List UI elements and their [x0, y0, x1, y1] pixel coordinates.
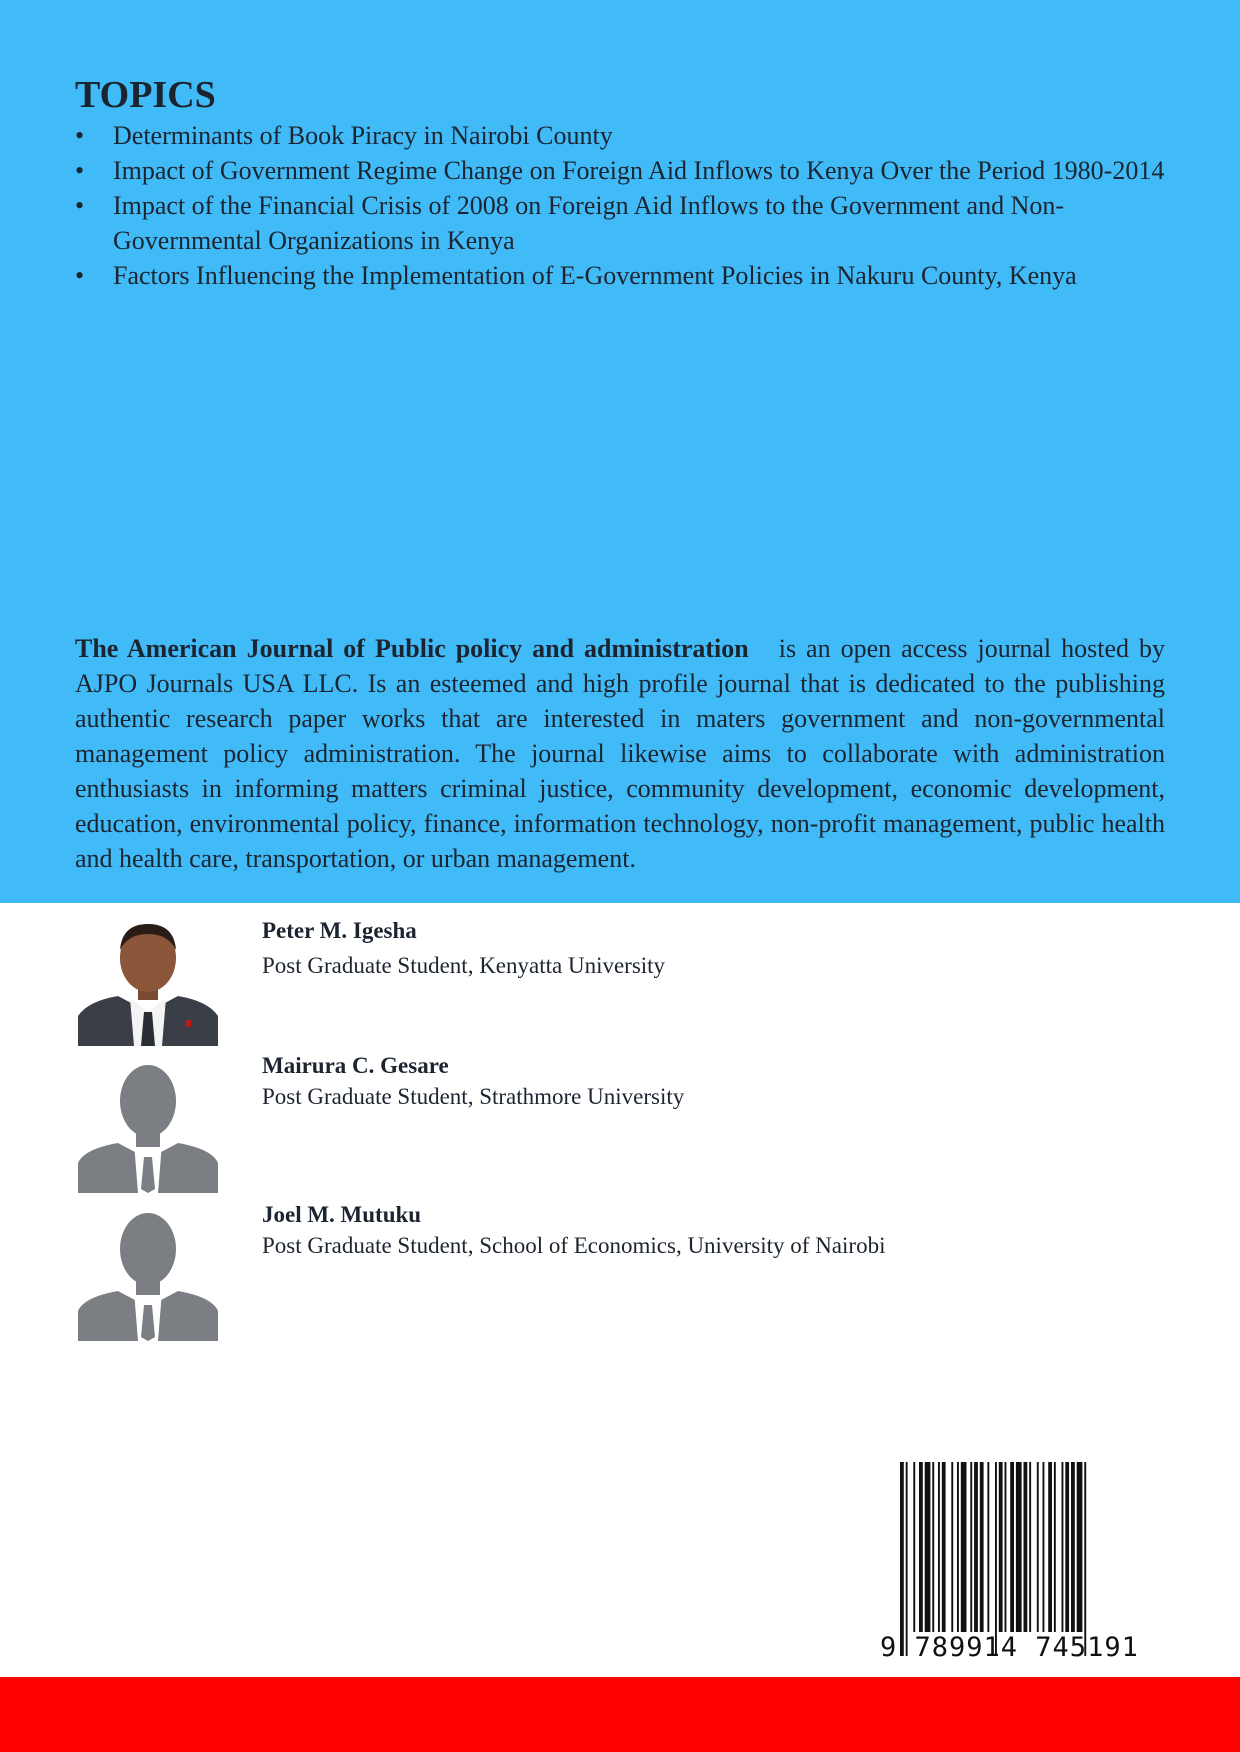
barcode-bar — [1077, 1462, 1083, 1632]
barcode-bar — [980, 1462, 984, 1632]
topic-item — [75, 188, 1170, 258]
barcode-digits: 9 789914 745191 — [880, 1632, 1139, 1663]
barcode-bar — [900, 1462, 904, 1656]
barcode-bar — [1062, 1462, 1064, 1632]
description-text: is an open access journal hosted by AJPO Journals USA LLC. Is an esteemed and high profile journal that is dedicated to the publishing authentic research paper works that are interested in maters government and non-governmental management policy administration. The journal likewise aims to collaborate with administration enthusiasts in informing matters criminal justice, community development, economic development, education, environmental policy, finance, information technology, non-profit management, public health and health care, transportation, or urban management. — [75, 634, 1165, 873]
barcode-bar — [1084, 1462, 1086, 1656]
barcode-bar — [1016, 1462, 1022, 1632]
topics-title: TOPICS — [75, 74, 216, 116]
barcode-bar — [999, 1462, 1003, 1632]
barcode-bar — [951, 1462, 953, 1632]
barcode-bar — [925, 1462, 931, 1632]
journal-name: The American Journal of Public policy and administration — [75, 634, 749, 663]
person-silhouette-icon — [78, 1063, 218, 1193]
barcode-bar — [942, 1462, 946, 1632]
barcode-bar — [1048, 1462, 1052, 1632]
barcode-bar — [995, 1462, 997, 1656]
topics-list — [75, 118, 1170, 293]
barcode-bar — [1065, 1462, 1069, 1632]
barcode-bar — [1029, 1462, 1031, 1632]
barcode-bar — [957, 1462, 959, 1632]
barcode-bar — [1043, 1462, 1045, 1632]
barcode-bar — [1005, 1462, 1007, 1632]
barcode-bar — [1037, 1462, 1039, 1632]
barcode-bar — [1024, 1462, 1028, 1632]
topic-text: Impact of the Financial Crisis of 2008 on Foreign Aid Inflows to the Government and Non-Governmental Organizations in Kenya — [113, 191, 1065, 255]
author-name: Mairura C. Gesare — [262, 1053, 449, 1078]
topic-text: Impact of Government Regime Change on Foreign Aid Inflows to Kenya Over the Period 1980-2014 — [113, 156, 1165, 185]
barcode-icon — [880, 1430, 1145, 1662]
bullet-icon: • — [75, 261, 85, 290]
barcode-bar — [1071, 1462, 1075, 1632]
barcode-bar — [932, 1462, 934, 1632]
topic-item — [75, 258, 1170, 293]
author-affiliation: Post Graduate Student, Strathmore University — [262, 1084, 685, 1109]
barcode-bar — [906, 1462, 908, 1656]
author-name: Peter M. Igesha — [262, 918, 417, 943]
topic-text: Determinants of Book Piracy in Nairobi County — [113, 121, 613, 150]
bullet-icon: • — [75, 156, 85, 185]
topic-item — [75, 153, 1170, 188]
barcode-bar — [974, 1462, 978, 1632]
footer-strip — [0, 1677, 1240, 1752]
barcode-bar — [913, 1462, 915, 1632]
barcode-bar — [970, 1462, 972, 1632]
author-affiliation: Post Graduate Student, School of Economics, University of Nairobi — [262, 1233, 886, 1258]
topic-text: Factors Influencing the Implementation of E-Government Policies in Nakuru County, Kenya — [113, 261, 1077, 290]
portrait-photo — [78, 916, 218, 1046]
topic-item — [75, 118, 1170, 153]
author-affiliation: Post Graduate Student, Kenyatta University — [262, 953, 666, 978]
author-photo — [78, 1063, 218, 1193]
bullet-icon: • — [75, 121, 85, 150]
bullet-icon: • — [75, 191, 85, 220]
barcode-bar — [919, 1462, 923, 1632]
barcode-bar — [1054, 1462, 1056, 1632]
author-photo — [78, 1211, 218, 1341]
journal-description — [75, 631, 1165, 876]
author-name: Joel M. Mutuku — [262, 1202, 422, 1227]
barcode-bar — [1010, 1462, 1014, 1632]
barcode-bar — [938, 1462, 940, 1632]
person-silhouette-icon — [78, 1211, 218, 1341]
barcode-bar — [987, 1462, 989, 1632]
barcode-bar — [961, 1462, 967, 1632]
author-photo-portrait — [78, 916, 218, 1046]
